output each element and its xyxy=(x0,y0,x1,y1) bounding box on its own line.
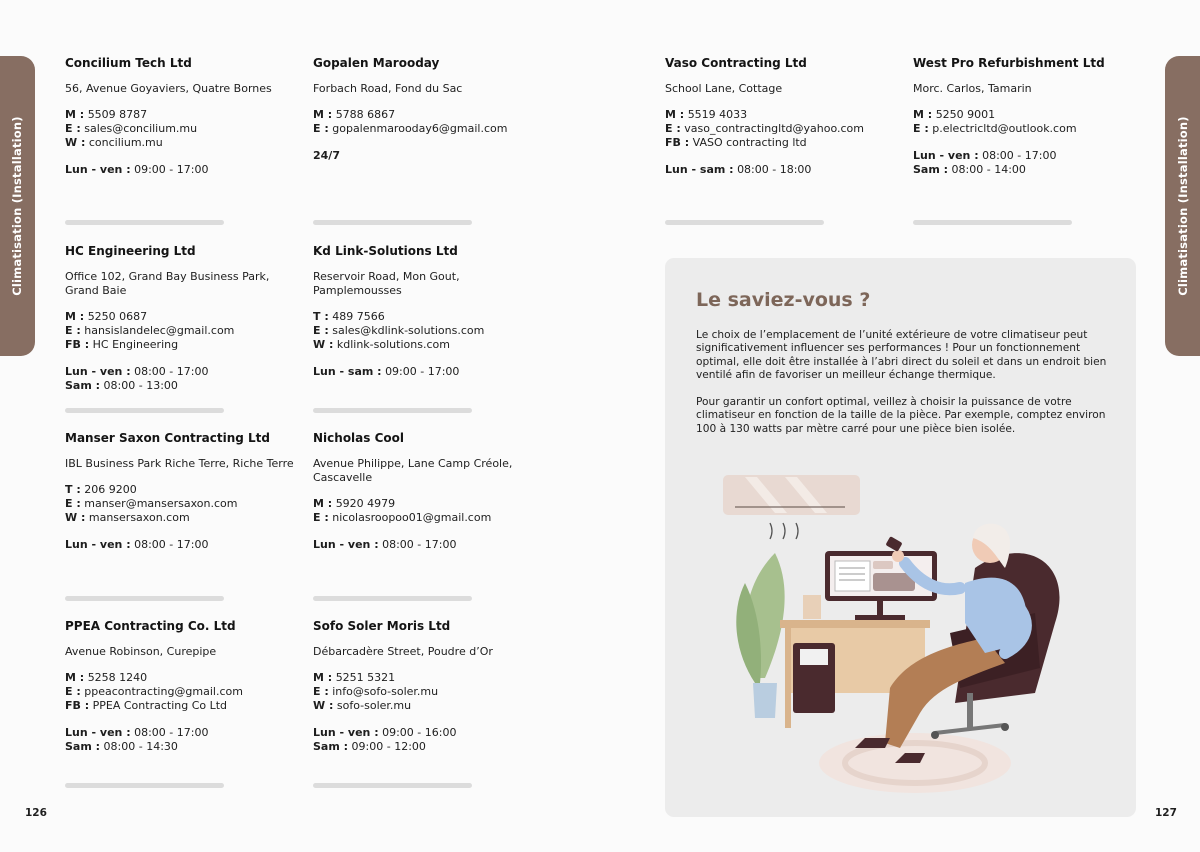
contact-key: M : xyxy=(313,497,333,510)
contact-line xyxy=(665,136,900,150)
woman-relaxing-illustration xyxy=(705,463,1105,808)
contact-line xyxy=(665,108,900,122)
hours-time: 08:00 - 14:30 xyxy=(103,740,178,753)
contact-key: E : xyxy=(65,685,81,698)
company-entry xyxy=(313,431,548,552)
contact-block xyxy=(65,671,300,713)
opening-hours xyxy=(65,163,300,177)
separator xyxy=(65,408,224,413)
hours-day: Lun - sam : xyxy=(313,365,382,378)
hours-line xyxy=(313,726,548,740)
company-name: Sofo Soler Moris Ltd xyxy=(313,619,451,633)
hours-line xyxy=(65,163,300,177)
opening-hours xyxy=(665,163,900,177)
contact-value: 5250 9001 xyxy=(935,108,996,121)
company-name: Concilium Tech Ltd xyxy=(65,56,192,70)
contact-value: 5788 6867 xyxy=(335,108,396,121)
opening-hours xyxy=(65,538,300,552)
separator xyxy=(65,596,224,601)
contact-value[interactable]: gopalenmarooday6@gmail.com xyxy=(332,122,508,135)
company-address: Avenue Robinson, Curepipe xyxy=(65,645,217,658)
contact-line[interactable] xyxy=(313,122,548,136)
hours-day: Sam : xyxy=(65,740,101,753)
opening-hours xyxy=(313,538,548,552)
company-name: Vaso Contracting Ltd xyxy=(665,56,807,70)
section-tab-right xyxy=(1165,56,1200,356)
air-conditioner-icon xyxy=(723,475,860,539)
hours-time: 08:00 - 14:00 xyxy=(951,163,1026,176)
contact-block xyxy=(65,310,300,352)
company-entry xyxy=(65,431,300,552)
hours-time: 08:00 - 17:00 xyxy=(382,538,457,551)
separator xyxy=(313,408,472,413)
contact-line xyxy=(313,671,548,685)
opening-hours xyxy=(65,726,300,754)
hours-time: 08:00 - 17:00 xyxy=(134,365,209,378)
company-name: PPEA Contracting Co. Ltd xyxy=(65,619,236,633)
separator xyxy=(665,220,824,225)
contact-line xyxy=(313,310,548,324)
contact-line xyxy=(65,699,300,713)
hours-day: Lun - ven : xyxy=(65,163,131,176)
company-entry xyxy=(313,619,548,754)
company-address: Forbach Road, Fond du Sac xyxy=(313,82,463,95)
hours-day: Lun - sam : xyxy=(665,163,734,176)
contact-line[interactable] xyxy=(65,685,300,699)
contact-value: 5519 4033 xyxy=(687,108,748,121)
contact-key: E : xyxy=(313,685,329,698)
page-number-right: 127 xyxy=(1155,807,1177,819)
hours-line xyxy=(313,538,548,552)
section-tab-label: Climatisation (Installation) xyxy=(1176,116,1190,296)
contact-value[interactable]: hansislandelec@gmail.com xyxy=(84,324,235,337)
contact-line[interactable] xyxy=(313,511,548,525)
company-address: School Lane, Cottage xyxy=(665,82,783,95)
hours-time: 09:00 - 16:00 xyxy=(382,726,457,739)
hours-line xyxy=(665,163,900,177)
company-name: HC Engineering Ltd xyxy=(65,244,196,258)
contact-key: W : xyxy=(65,511,86,524)
contact-key: FB : xyxy=(65,338,90,351)
page-number-left: 126 xyxy=(25,807,47,819)
contact-block xyxy=(65,108,300,150)
company-entry xyxy=(313,244,548,379)
separator xyxy=(65,783,224,788)
separator xyxy=(313,783,472,788)
contact-value: 5920 4979 xyxy=(335,497,396,510)
hours-line xyxy=(313,740,548,754)
did-you-know-box xyxy=(665,258,1136,817)
company-entry xyxy=(665,56,900,177)
contact-key: E : xyxy=(313,324,329,337)
contact-key: E : xyxy=(65,497,81,510)
opening-hours xyxy=(913,149,1148,177)
hours-time: 09:00 - 12:00 xyxy=(351,740,426,753)
hours-day: Lun - ven : xyxy=(913,149,979,162)
hours-day: Sam : xyxy=(65,379,101,392)
contact-block xyxy=(313,108,548,136)
contact-value[interactable]: sales@kdlink-solutions.com xyxy=(332,324,485,337)
contact-value[interactable]: sofo-soler.mu xyxy=(336,699,412,712)
contact-value: 489 7566 xyxy=(332,310,385,323)
company-name: West Pro Refurbishment Ltd xyxy=(913,56,1105,70)
contact-value[interactable]: info@sofo-soler.mu xyxy=(332,685,439,698)
contact-block xyxy=(313,497,548,525)
plant-icon xyxy=(736,553,784,718)
contact-key: FB : xyxy=(665,136,690,149)
contact-key: M : xyxy=(313,108,333,121)
hours-day: Lun - ven : xyxy=(65,726,131,739)
opening-hours xyxy=(65,365,300,393)
did-you-know-title: Le saviez-vous ? xyxy=(696,289,871,311)
contact-value: HC Engineering xyxy=(92,338,179,351)
hours-line xyxy=(913,149,1148,163)
contact-block xyxy=(313,671,548,713)
contact-value: 5509 8787 xyxy=(87,108,148,121)
company-entry xyxy=(313,56,548,163)
contact-line[interactable] xyxy=(913,122,1148,136)
hours-day: Lun - ven : xyxy=(65,538,131,551)
contact-line xyxy=(313,108,548,122)
contact-value[interactable]: vaso_contractingltd@yahoo.com xyxy=(684,122,864,135)
contact-block xyxy=(665,108,900,150)
company-address: Reservoir Road, Mon Gout, Pamplemousses xyxy=(313,270,460,297)
hours-time: 08:00 - 17:00 xyxy=(134,726,209,739)
contact-block xyxy=(65,483,300,525)
contact-line xyxy=(65,483,300,497)
company-name: Kd Link-Solutions Ltd xyxy=(313,244,458,258)
hours-time: 09:00 - 17:00 xyxy=(385,365,460,378)
hours-day: Sam : xyxy=(913,163,949,176)
contact-value: 5251 5321 xyxy=(335,671,396,684)
contact-line[interactable] xyxy=(313,685,548,699)
contact-value[interactable]: nicolasroopoo01@gmail.com xyxy=(332,511,492,524)
contact-key: E : xyxy=(313,122,329,135)
hours-day: Sam : xyxy=(313,740,349,753)
company-entry xyxy=(913,56,1148,177)
hours-line xyxy=(65,538,300,552)
hours-time: 09:00 - 17:00 xyxy=(134,163,209,176)
separator xyxy=(313,596,472,601)
hours-time: 08:00 - 17:00 xyxy=(982,149,1057,162)
opening-hours xyxy=(313,365,548,379)
hours-line xyxy=(65,379,300,393)
company-name: Gopalen Marooday xyxy=(313,56,440,70)
contact-key: T : xyxy=(313,310,329,323)
hours-day: Lun - ven : xyxy=(313,538,379,551)
contact-line xyxy=(913,108,1148,122)
contact-line[interactable] xyxy=(65,324,300,338)
contact-line[interactable] xyxy=(65,511,300,525)
company-name: Manser Saxon Contracting Ltd xyxy=(65,431,270,445)
company-entry xyxy=(65,619,300,754)
availability-note: 24/7 xyxy=(313,149,340,162)
contact-line[interactable] xyxy=(665,122,900,136)
hours-line xyxy=(65,740,300,754)
opening-hours xyxy=(313,726,548,754)
contact-line xyxy=(65,338,300,352)
contact-key: W : xyxy=(313,338,334,351)
contact-line xyxy=(313,497,548,511)
contact-key: FB : xyxy=(65,699,90,712)
company-entry xyxy=(65,56,300,177)
contact-line[interactable] xyxy=(65,497,300,511)
monitor-icon xyxy=(803,551,937,620)
did-you-know-paragraph-1: Le choix de l’emplacement de l’unité extérieure de votre climatiseur peut significativement influencer ses performances ! Pour un fonctionnement optimal, elle doit être installée à l’abri direct du soleil et dans un endroit bien ventilé afin de favoriser un meilleur échange thermique. xyxy=(696,329,1107,382)
contact-key: M : xyxy=(65,108,85,121)
contact-key: M : xyxy=(65,671,85,684)
contact-key: M : xyxy=(665,108,685,121)
contact-line xyxy=(65,108,300,122)
contact-value[interactable]: ppeacontracting@gmail.com xyxy=(84,685,243,698)
hours-time: 08:00 - 13:00 xyxy=(103,379,178,392)
company-address: IBL Business Park Riche Terre, Riche Terre xyxy=(65,457,294,470)
hours-time: 08:00 - 17:00 xyxy=(134,538,209,551)
hours-line xyxy=(65,726,300,740)
contact-key: M : xyxy=(913,108,933,121)
company-address: Morc. Carlos, Tamarin xyxy=(913,82,1032,95)
hours-line xyxy=(313,365,548,379)
contact-line[interactable] xyxy=(313,338,548,352)
contact-value: VASO contracting ltd xyxy=(692,136,807,149)
hours-day: Lun - ven : xyxy=(313,726,379,739)
contact-line[interactable] xyxy=(313,324,548,338)
separator xyxy=(65,220,224,225)
contact-line[interactable] xyxy=(65,136,300,150)
contact-key: M : xyxy=(65,310,85,323)
hours-time: 08:00 - 18:00 xyxy=(737,163,812,176)
contact-value[interactable]: kdlink-solutions.com xyxy=(336,338,450,351)
contact-value: 206 9200 xyxy=(84,483,137,496)
contact-key: E : xyxy=(65,324,81,337)
contact-value[interactable]: sales@concilium.mu xyxy=(84,122,198,135)
contact-key: W : xyxy=(313,699,334,712)
contact-line xyxy=(65,310,300,324)
company-address: Débarcadère Street, Poudre d’Or xyxy=(313,645,493,658)
section-tab-left xyxy=(0,56,35,356)
contact-block xyxy=(313,310,548,352)
hours-line xyxy=(65,365,300,379)
contact-key: E : xyxy=(313,511,329,524)
company-address: 56, Avenue Goyaviers, Quatre Bornes xyxy=(65,82,272,95)
contact-value: PPEA Contracting Co Ltd xyxy=(92,699,228,712)
contact-block xyxy=(913,108,1148,136)
company-address: Office 102, Grand Bay Business Park, Grand Baie xyxy=(65,270,270,297)
contact-key: E : xyxy=(665,122,681,135)
contact-value[interactable]: manser@mansersaxon.com xyxy=(84,497,238,510)
contact-key: W : xyxy=(65,136,86,149)
did-you-know-paragraph-2: Pour garantir un confort optimal, veillez à choisir la puissance de votre climatiseur en fonction de la taille de la pièce. Par exemple, comptez environ 100 à 130 watts par mètre carré pour une pièce bien isolée. xyxy=(696,396,1106,435)
contact-value: 5258 1240 xyxy=(87,671,148,684)
separator xyxy=(913,220,1072,225)
contact-value[interactable]: p.electricltd@outlook.com xyxy=(932,122,1077,135)
contact-key: T : xyxy=(65,483,81,496)
contact-value: 5250 0687 xyxy=(87,310,148,323)
contact-value[interactable]: concilium.mu xyxy=(88,136,163,149)
contact-key: E : xyxy=(913,122,929,135)
contact-key: M : xyxy=(313,671,333,684)
separator xyxy=(313,220,472,225)
hours-line xyxy=(913,163,1148,177)
contact-value[interactable]: mansersaxon.com xyxy=(88,511,190,524)
section-tab-label: Climatisation (Installation) xyxy=(10,116,24,296)
hours-day: Lun - ven : xyxy=(65,365,131,378)
company-address: Avenue Philippe, Lane Camp Créole, Cascavelle xyxy=(313,457,513,484)
company-entry xyxy=(65,244,300,393)
contact-key: E : xyxy=(65,122,81,135)
company-name: Nicholas Cool xyxy=(313,431,404,445)
contact-line[interactable] xyxy=(313,699,548,713)
contact-line[interactable] xyxy=(65,122,300,136)
contact-line xyxy=(65,671,300,685)
